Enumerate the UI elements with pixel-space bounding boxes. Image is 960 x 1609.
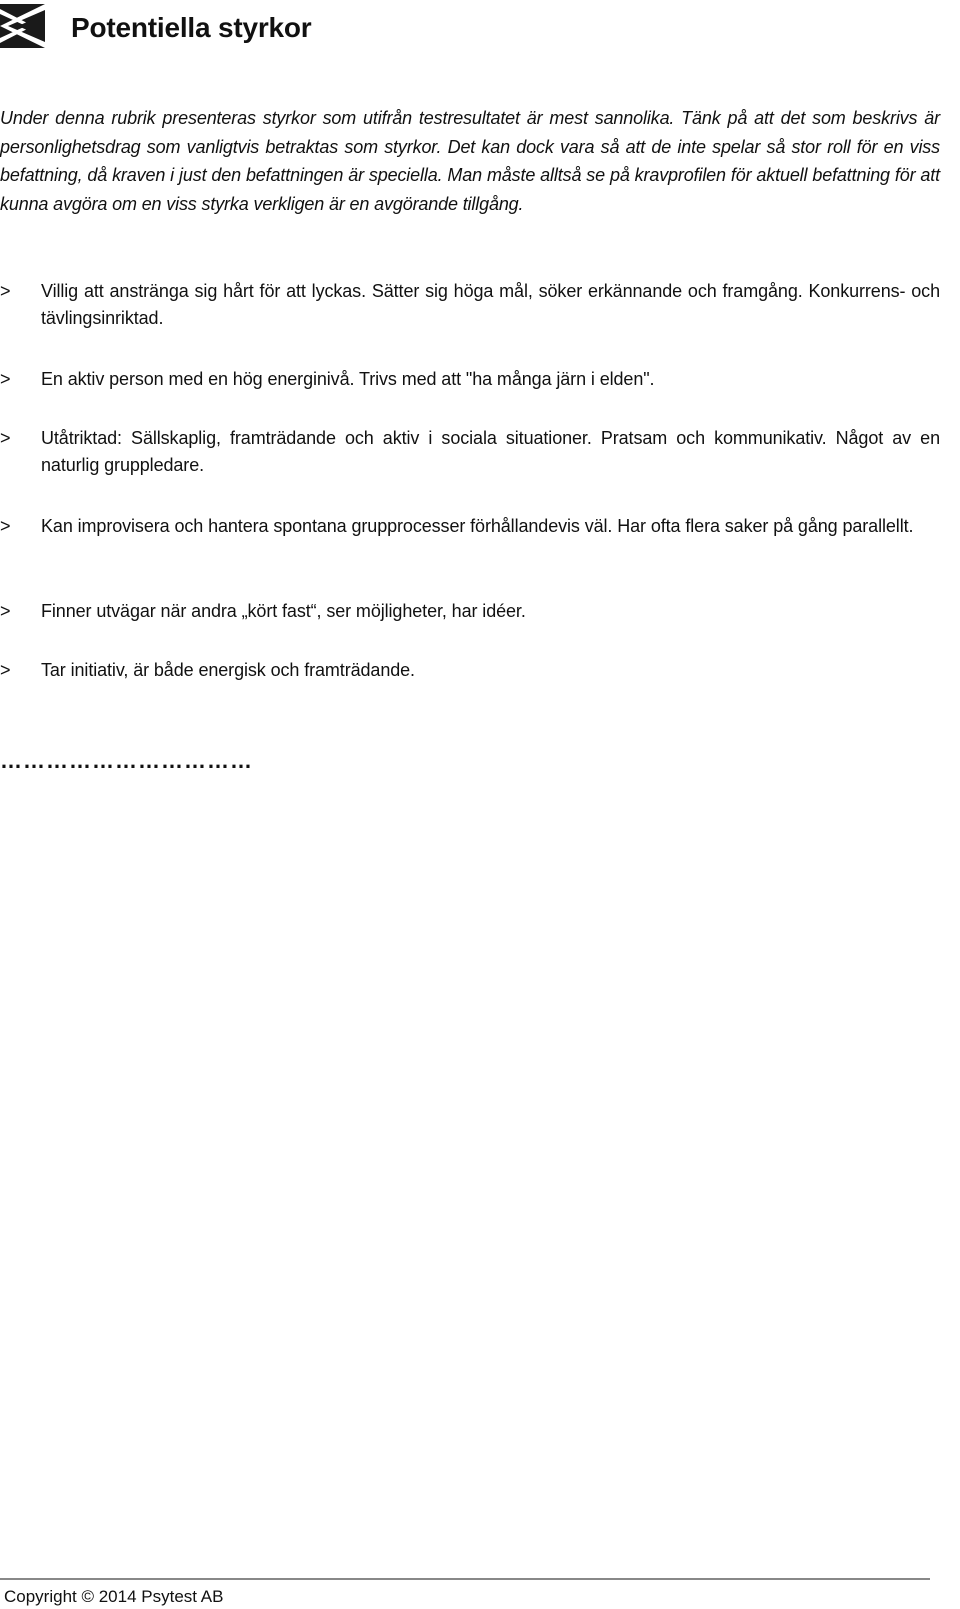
dotted-separator: …………………………… bbox=[0, 748, 253, 773]
strength-text: Kan improvisera och hantera spontana grupprocesser förhållandevis väl. Har ofta flera saker på gång parallellt. bbox=[41, 516, 914, 536]
strength-text: Utåtriktad: Sällskaplig, framträdande och aktiv i sociala situationer. Pratsam och kommunikativ. Något av en naturlig gruppledare. bbox=[41, 428, 940, 475]
intro-paragraph: Under denna rubrik presenteras styrkor som utifrån testresultatet är mest sannolika. Tänk på att det som beskrivs är personlighetsdrag som vanligtvis betraktas som styrkor. Det kan dock vara så att de inte spelar så stor roll för en viss befattning, då kraven i just den befattningen är speciella. Man måste alltså se på kravprofilen för aktuell befattning för att kunna avgöra om en viss styrka verkligen är en avgörande tillgång. bbox=[0, 108, 940, 214]
bullet-marker: > bbox=[0, 428, 11, 448]
bullet-marker: > bbox=[0, 660, 11, 680]
footer-copyright: Copyright © 2014 Psytest AB bbox=[4, 1587, 224, 1606]
bullet-marker: > bbox=[0, 281, 11, 301]
bullet-marker: > bbox=[0, 369, 11, 389]
strength-text: En aktiv person med en hög energinivå. Trivs med att "ha många järn i elden". bbox=[41, 369, 655, 389]
bullet-marker: > bbox=[0, 601, 11, 621]
bullet-marker: > bbox=[0, 516, 11, 536]
strength-text: Tar initiativ, är både energisk och framträdande. bbox=[41, 660, 415, 680]
strength-text: Villig att anstränga sig hårt för att lyckas. Sätter sig höga mål, söker erkännande och framgång. Konkurrens- och tävlingsinriktad. bbox=[41, 281, 940, 328]
strength-text: Finner utvägar när andra „kört fast“, ser möjligheter, har idéer. bbox=[41, 601, 526, 621]
psytest-flag-logo-icon bbox=[0, 4, 45, 48]
page-header bbox=[0, 0, 960, 52]
page-title: Potentiella styrkor bbox=[71, 12, 312, 43]
footer-divider bbox=[0, 1578, 930, 1580]
